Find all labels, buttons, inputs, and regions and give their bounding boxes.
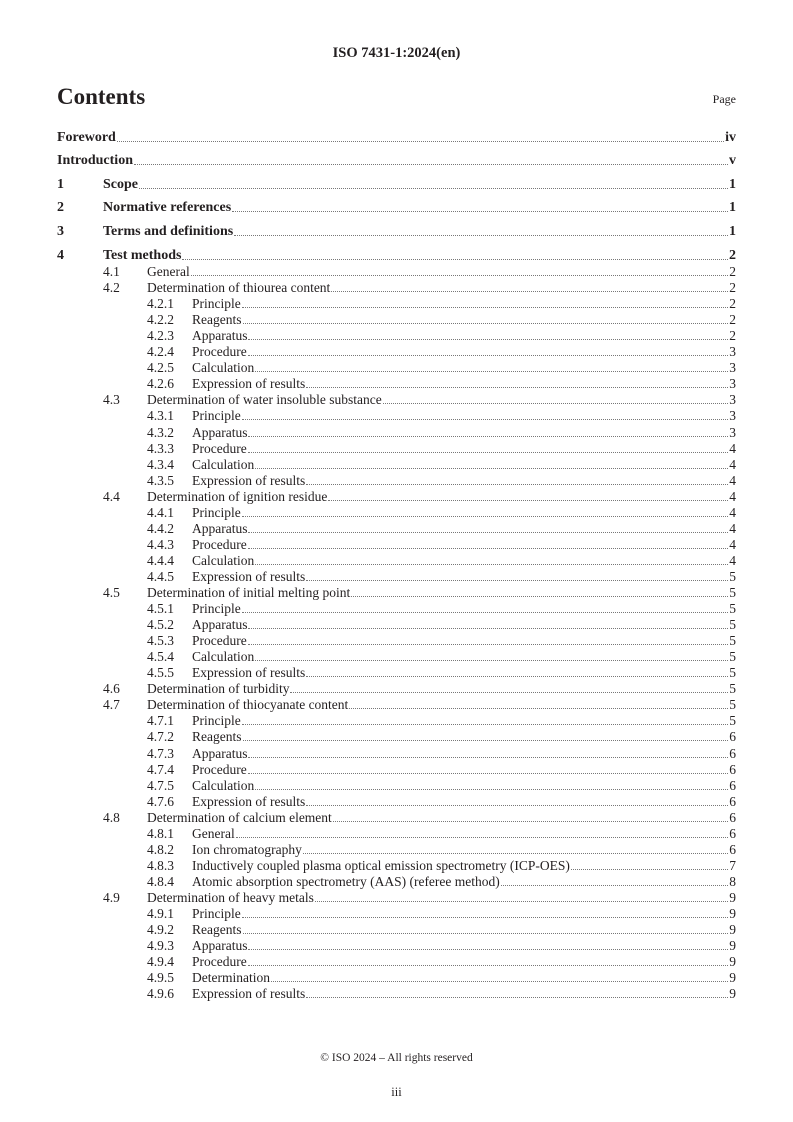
- toc-entry-title: General: [192, 825, 235, 841]
- toc-entry[interactable]: [57, 280, 736, 296]
- toc-entry-number: 4.4.2: [147, 520, 174, 536]
- toc-entry[interactable]: [57, 922, 736, 938]
- dot-leader: [271, 981, 728, 982]
- toc-entry-number: 4.7.5: [147, 777, 174, 793]
- toc-entry-page: 9: [729, 954, 736, 970]
- toc-entry[interactable]: [57, 906, 736, 922]
- toc-entry[interactable]: [57, 344, 736, 360]
- toc-entry-number: 4.2: [103, 280, 120, 296]
- toc-entry[interactable]: [57, 617, 736, 633]
- dot-leader: [242, 612, 729, 613]
- toc-entry-title: Apparatus: [192, 328, 248, 344]
- toc-entry-page: 4: [729, 488, 736, 504]
- toc-entry-page: 5: [729, 697, 736, 713]
- toc-entry-number: 4.8.3: [147, 857, 174, 873]
- toc-entry-number: 4.8.4: [147, 873, 174, 889]
- toc-entry[interactable]: [57, 408, 736, 424]
- toc-entry-page: 4: [729, 520, 736, 536]
- dot-leader: [306, 387, 728, 388]
- dot-leader: [248, 339, 728, 340]
- toc-entry-number: 4.9.4: [147, 954, 174, 970]
- dot-leader: [236, 837, 729, 838]
- dot-leader: [248, 532, 728, 533]
- toc-entry-number: 4.3.2: [147, 424, 174, 440]
- toc-entry-title: Reagents: [192, 922, 242, 938]
- toc-entry[interactable]: [57, 248, 736, 264]
- dot-leader: [242, 724, 729, 725]
- toc-entry-number: 4.9.1: [147, 906, 174, 921]
- toc-entry-number: 4.7.6: [147, 793, 174, 809]
- toc-entry-page: 3: [729, 392, 736, 408]
- toc-entry-title: Determination of thiourea content: [147, 280, 331, 296]
- dot-leader: [182, 259, 728, 260]
- toc-entry-number: 4.4.3: [147, 536, 174, 552]
- toc-entry-title: Procedure: [192, 761, 247, 777]
- dot-leader: [248, 757, 728, 758]
- toc-entry-title: Determination of turbidity: [147, 681, 290, 697]
- toc-entry-title: Expression of results: [192, 986, 306, 1002]
- toc-entry-title: Principle: [192, 408, 241, 424]
- toc-entry-number: 4.3.1: [147, 408, 174, 424]
- dot-leader: [139, 188, 728, 189]
- dot-leader: [242, 516, 729, 517]
- toc-entry-page: 3: [729, 360, 736, 376]
- toc-entry-number: 4.2.6: [147, 376, 174, 392]
- toc-entry[interactable]: [57, 312, 736, 328]
- toc-entry-title: Principle: [192, 713, 241, 729]
- dot-leader: [501, 885, 728, 886]
- toc-entry-title: Principle: [192, 601, 241, 617]
- toc-entry-title: Calculation: [192, 456, 255, 472]
- toc-entry-title: Expression of results: [192, 665, 306, 681]
- toc-entry-title: Procedure: [192, 440, 247, 456]
- toc-entry-title: Apparatus: [192, 617, 248, 633]
- dot-leader: [248, 452, 729, 453]
- dot-leader: [306, 676, 728, 677]
- toc-entry-page: 3: [729, 376, 736, 392]
- toc-entry[interactable]: [57, 874, 736, 890]
- toc-entry-title: Procedure: [192, 954, 247, 970]
- toc-entry-page: 6: [729, 745, 736, 761]
- toc-entry-page: 2: [729, 312, 736, 328]
- contents-title: Contents: [57, 84, 146, 109]
- toc-entry-page: 1: [729, 200, 736, 215]
- toc-entry-page: 5: [729, 585, 736, 600]
- toc-entry[interactable]: [57, 392, 736, 408]
- toc-entry-page: 3: [729, 424, 736, 440]
- toc-entry-title: Inductively coupled plasma optical emission spectrometry (ICP-OES): [192, 857, 570, 873]
- toc-entry-number: 4.2.4: [147, 344, 174, 360]
- toc-entry[interactable]: [57, 441, 736, 457]
- toc-entry-title: Normative references: [103, 200, 232, 215]
- toc-entry-title: Reagents: [192, 729, 242, 745]
- dot-leader: [242, 419, 729, 420]
- toc-entry[interactable]: [57, 553, 736, 569]
- toc-entry[interactable]: [57, 569, 736, 585]
- dot-leader: [303, 853, 728, 854]
- toc-entry-page: 6: [729, 729, 736, 745]
- toc-entry[interactable]: [57, 537, 736, 553]
- toc-entry-page: 9: [729, 970, 736, 986]
- toc-entry-number: 4.2.2: [147, 312, 174, 328]
- toc-entry[interactable]: [57, 200, 736, 216]
- toc-entry-title: Principle: [192, 906, 241, 921]
- dot-leader: [571, 869, 728, 870]
- dot-leader: [306, 805, 728, 806]
- toc-entry-title: Apparatus: [192, 520, 248, 536]
- toc-entry-number: 4.5.1: [147, 601, 174, 617]
- dot-leader: [248, 548, 729, 549]
- toc-entry-number: 4.8.1: [147, 825, 174, 841]
- toc-entry-number: 4.8: [103, 809, 120, 825]
- dot-leader: [243, 933, 729, 934]
- dot-leader: [255, 564, 728, 565]
- dot-leader: [383, 403, 729, 404]
- toc-entry-page: 9: [729, 938, 736, 954]
- toc-entry-number: 4.4.4: [147, 552, 174, 568]
- toc-entry-number: 4.9.2: [147, 922, 174, 938]
- toc-entry-title: Expression of results: [192, 793, 306, 809]
- toc-entry-title: Calculation: [192, 360, 255, 376]
- dot-leader: [255, 660, 728, 661]
- toc-entry-number: 4.3.5: [147, 472, 174, 488]
- toc-entry[interactable]: [57, 697, 736, 713]
- toc-entry[interactable]: [57, 794, 736, 810]
- dot-leader: [248, 436, 728, 437]
- toc-entry[interactable]: [57, 376, 736, 392]
- toc-entry-number: 4.7.2: [147, 729, 174, 745]
- toc-entry[interactable]: [57, 713, 736, 729]
- toc-entry-title: Procedure: [192, 344, 247, 360]
- toc-entry-title: Expression of results: [192, 376, 306, 392]
- toc-entry-number: 4.3.3: [147, 440, 174, 456]
- toc-entry[interactable]: [57, 296, 736, 312]
- toc-entry[interactable]: [57, 729, 736, 745]
- toc-entry-page: 3: [729, 408, 736, 424]
- toc-entry[interactable]: [57, 826, 736, 842]
- toc-entry-page: 5: [729, 665, 736, 681]
- toc-entry-number: 4.4.5: [147, 568, 174, 584]
- toc-entry[interactable]: [57, 842, 736, 858]
- toc-entry-title: Determination of initial melting point: [147, 585, 351, 600]
- dot-leader: [349, 708, 728, 709]
- toc-entry-page: v: [729, 153, 736, 168]
- toc-entry-page: 6: [729, 809, 736, 825]
- toc-entry-title: Determination of ignition residue: [147, 488, 328, 504]
- toc-entry-page: 2: [729, 280, 736, 296]
- toc-entry-page: 4: [729, 504, 736, 520]
- toc-entry-title: Calculation: [192, 552, 255, 568]
- toc-entry-page: 4: [729, 440, 736, 456]
- toc-entry[interactable]: [57, 665, 736, 681]
- dot-leader: [315, 901, 728, 902]
- toc-entry-title: Determination of heavy metals: [147, 889, 314, 905]
- toc-entry-page: 2: [729, 248, 736, 263]
- toc-entry-page: 1: [729, 177, 736, 192]
- toc-entry-number: 4.5.5: [147, 665, 174, 681]
- toc-entry-page: 2: [729, 328, 736, 344]
- dot-leader: [248, 644, 729, 645]
- dot-leader: [290, 692, 728, 693]
- toc-entry-title: Expression of results: [192, 472, 306, 488]
- toc-entry[interactable]: [57, 505, 736, 521]
- toc-entry-page: 3: [729, 344, 736, 360]
- toc-entry-number: 4.4.1: [147, 504, 174, 520]
- toc-entry-title: Scope: [103, 177, 138, 192]
- toc-entry-title: Determination: [192, 970, 270, 986]
- toc-entry-page: 6: [729, 761, 736, 777]
- toc-entry-number: 4.2.1: [147, 296, 174, 312]
- document-id-header: ISO 7431-1:2024(en): [332, 45, 461, 61]
- toc-entry-page: 8: [729, 873, 736, 889]
- toc-entry-number: 4: [57, 248, 64, 263]
- toc-entry-page: 4: [729, 536, 736, 552]
- toc-entry-page: 7: [729, 857, 736, 873]
- dot-leader: [248, 773, 729, 774]
- toc-entry[interactable]: [57, 328, 736, 344]
- toc-entry-page: 9: [729, 922, 736, 938]
- toc-entry-number: 4.3.4: [147, 456, 174, 472]
- toc-entry[interactable]: [57, 746, 736, 762]
- toc-entry[interactable]: [57, 153, 736, 169]
- toc-entry-number: 1: [57, 177, 64, 192]
- toc-entry[interactable]: [57, 264, 736, 280]
- toc-entry-page: 4: [729, 456, 736, 472]
- toc-entry[interactable]: [57, 970, 736, 986]
- toc-entry-title: Apparatus: [192, 424, 248, 440]
- toc-entry-page: 9: [729, 906, 736, 921]
- toc-entry-title: Determination of thiocyanate content: [147, 697, 349, 713]
- copyright-notice: © ISO 2024 – All rights reserved: [320, 1052, 473, 1064]
- toc-entry-number: 4.3: [103, 392, 120, 408]
- toc-entry[interactable]: [57, 858, 736, 874]
- toc-entry-number: 4.4: [103, 488, 120, 504]
- page-number: iii: [391, 1085, 402, 1099]
- toc-entry-page: 9: [729, 889, 736, 905]
- toc-entry-title: Calculation: [192, 649, 255, 665]
- toc-entry[interactable]: [57, 986, 736, 1002]
- toc-entry-number: 4.9.3: [147, 938, 174, 954]
- toc-entry[interactable]: [57, 601, 736, 617]
- dot-leader: [191, 275, 729, 276]
- toc-entry[interactable]: [57, 585, 736, 601]
- toc-entry[interactable]: [57, 649, 736, 665]
- toc-entry-number: 4.1: [103, 264, 120, 279]
- toc-entry-title: Calculation: [192, 777, 255, 793]
- toc-entry-page: 5: [729, 601, 736, 617]
- toc-entry[interactable]: [57, 360, 736, 376]
- dot-leader: [333, 821, 728, 822]
- dot-leader: [328, 500, 728, 501]
- toc-entry-title: Determination of calcium element: [147, 809, 332, 825]
- toc-entry-page: 4: [729, 552, 736, 568]
- toc-entry-title: Principle: [192, 296, 241, 312]
- toc-entry-page: 2: [729, 296, 736, 312]
- toc-entry[interactable]: [57, 457, 736, 473]
- toc-entry[interactable]: [57, 762, 736, 778]
- toc-entry[interactable]: [57, 810, 736, 826]
- dot-leader: [232, 211, 728, 212]
- toc-entry-title: Principle: [192, 504, 241, 520]
- toc-entry-title: Apparatus: [192, 938, 248, 954]
- toc-entry-title: Expression of results: [192, 568, 306, 584]
- dot-leader: [248, 628, 728, 629]
- toc-entry-title: Determination of water insoluble substance: [147, 392, 382, 408]
- toc-entry-number: 4.2.3: [147, 328, 174, 344]
- toc-entry-title: Atomic absorption spectrometry (AAS) (referee method): [192, 873, 500, 889]
- dot-leader: [248, 965, 729, 966]
- page-column-label: Page: [712, 92, 736, 106]
- dot-leader: [234, 235, 728, 236]
- dot-leader: [242, 307, 729, 308]
- toc-entry-page: 5: [729, 633, 736, 649]
- toc-entry-number: 4.7.4: [147, 761, 174, 777]
- toc-entry[interactable]: [57, 425, 736, 441]
- dot-leader: [248, 355, 729, 356]
- toc-entry-title: Test methods: [103, 248, 182, 263]
- dot-leader: [306, 484, 728, 485]
- toc-entry[interactable]: [57, 890, 736, 906]
- toc-entry-title: Foreword: [57, 130, 116, 145]
- toc-entry-page: 4: [729, 472, 736, 488]
- toc-entry-number: 4.2.5: [147, 360, 174, 376]
- dot-leader: [255, 789, 728, 790]
- dot-leader: [306, 580, 728, 581]
- toc-entry-number: 4.7.1: [147, 713, 174, 729]
- toc-entry-title: Procedure: [192, 536, 247, 552]
- toc-entry-title: Procedure: [192, 633, 247, 649]
- dot-leader: [134, 164, 728, 165]
- dot-leader: [331, 291, 728, 292]
- toc-entry[interactable]: [57, 489, 736, 505]
- dot-leader: [306, 997, 728, 998]
- toc-entry[interactable]: [57, 954, 736, 970]
- toc-entry[interactable]: [57, 681, 736, 697]
- toc-entry-page: 5: [729, 568, 736, 584]
- toc-entry-page: 6: [729, 825, 736, 841]
- toc-entry-number: 4.9.5: [147, 970, 174, 986]
- toc-entry-page: iv: [725, 130, 736, 145]
- dot-leader: [243, 740, 729, 741]
- toc-entry-number: 4.8.2: [147, 841, 174, 857]
- toc-entry-number: 4.5.3: [147, 633, 174, 649]
- toc-entry[interactable]: [57, 521, 736, 537]
- toc-entry-number: 4.5.2: [147, 617, 174, 633]
- toc-entry[interactable]: [57, 633, 736, 649]
- toc-entry-title: Reagents: [192, 312, 242, 328]
- dot-leader: [242, 917, 729, 918]
- toc-entry[interactable]: [57, 177, 736, 193]
- toc-entry-title: Apparatus: [192, 745, 248, 761]
- toc-entry-number: 2: [57, 200, 64, 215]
- toc-entry-number: 4.7: [103, 697, 120, 713]
- toc-entry-number: 4.9: [103, 889, 120, 905]
- dot-leader: [255, 468, 728, 469]
- toc-entry-number: 4.6: [103, 681, 120, 697]
- toc-entry[interactable]: [57, 130, 736, 146]
- toc-entry-page: 5: [729, 681, 736, 697]
- toc-entry-page: 6: [729, 841, 736, 857]
- toc-entry-number: 4.5: [103, 585, 120, 600]
- dot-leader: [117, 141, 724, 142]
- toc-entry-title: Terms and definitions: [103, 224, 234, 239]
- toc-entry[interactable]: [57, 224, 736, 240]
- dot-leader: [255, 371, 728, 372]
- dot-leader: [248, 949, 728, 950]
- toc-entry-number: 4.5.4: [147, 649, 174, 665]
- toc-entry-page: 5: [729, 713, 736, 729]
- toc-entry-page: 5: [729, 617, 736, 633]
- toc-entry-title: Ion chromatography: [192, 841, 302, 857]
- toc-entry-number: 3: [57, 224, 64, 239]
- dot-leader: [243, 323, 729, 324]
- toc-entry-page: 6: [729, 777, 736, 793]
- toc-entry-page: 9: [729, 986, 736, 1002]
- toc-entry-page: 6: [729, 793, 736, 809]
- toc-entry-page: 2: [729, 264, 736, 279]
- dot-leader: [351, 596, 728, 597]
- toc-entry-page: 1: [729, 224, 736, 239]
- toc-entry-title: General: [147, 264, 190, 279]
- toc-entry[interactable]: [57, 473, 736, 489]
- toc-entry-title: Introduction: [57, 153, 133, 168]
- toc-entry-number: 4.7.3: [147, 745, 174, 761]
- toc-entry-number: 4.9.6: [147, 986, 174, 1002]
- toc-entry[interactable]: [57, 938, 736, 954]
- toc-entry[interactable]: [57, 778, 736, 794]
- toc-entry-page: 5: [729, 649, 736, 665]
